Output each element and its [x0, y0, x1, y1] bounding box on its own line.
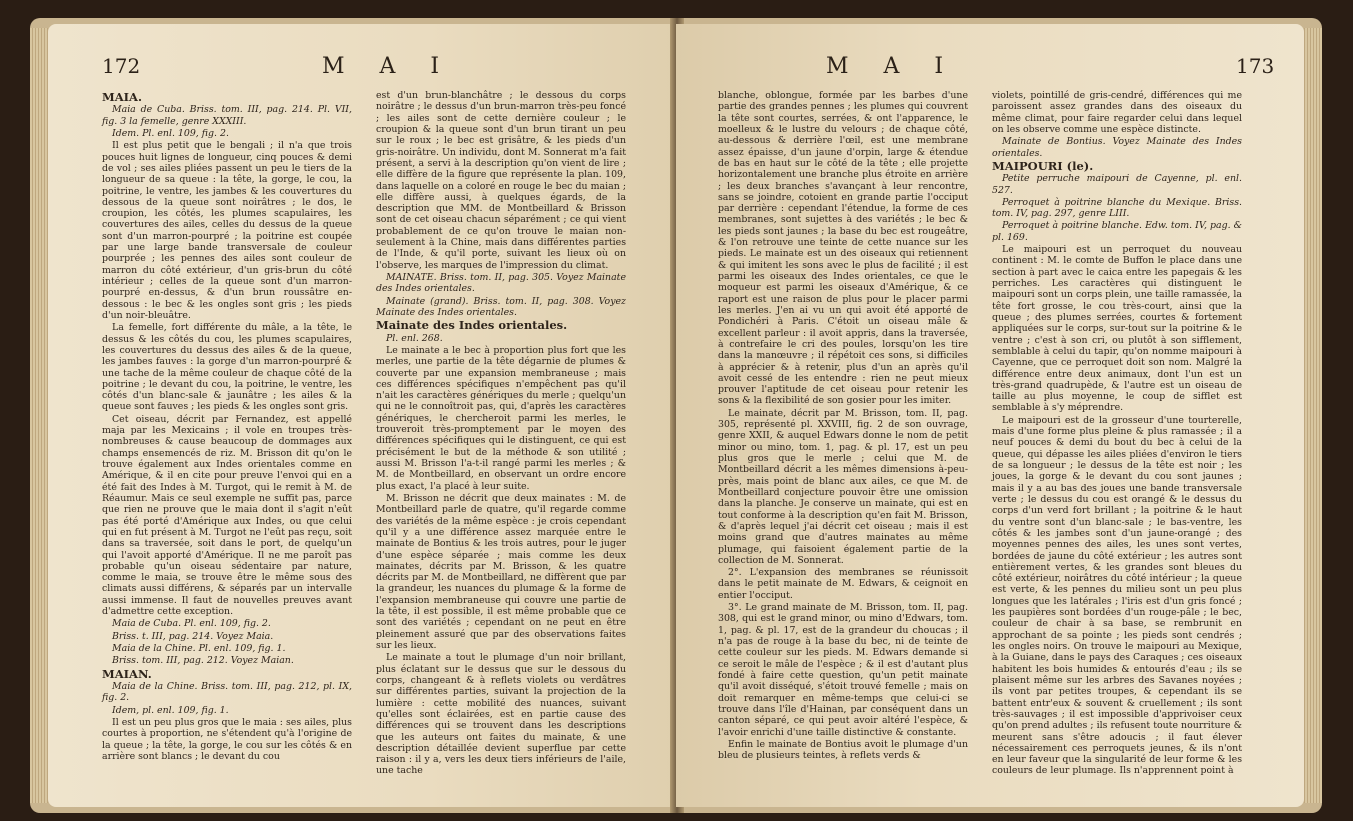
paragraph: Il est un peu plus gros que le maia : ses ailes, plus courtes à proportion, ne s'étendent qu'à l'origine de la queue ; la tête, la gorge, le cou sur les côtés & en arrière sont blancs ; le devant du cou [102, 716, 352, 762]
reference-line: Petite perruche maipouri de Cayenne, pl. enl. 527. [992, 173, 1242, 196]
right-column-2 [992, 90, 1242, 791]
paragraph: Le maipouri est un perroquet du nouveau continent : M. le comte de Buffon le place dans une section à part avec le caica entre les papegais & les perriches. Les caractères qui distinguent le maipouri sont un corps plein, une taille ramassée, la tête fort grosse, le cou très-court, ainsi que la queue ; des plumes serrées, courtes & fortement appliquées sur le corps, sur-tout sur la poitrine & le ventre ; c'est à son cri, ou plutôt à son sifflement, semblable à celui du tapir, qu'on nomme maipouri à Cayenne, que ce perroquet doit son nom. Malgré la différence entre deux animaux, dont l'un est un très-grand quadrupède, & l'autre est un oiseau de taille au plus moyenne, le coup de sifflet est semblable à s'y méprendre. [992, 244, 1242, 414]
reference-line: Briss. tom. III, pag. 212. Voyez Maian. [112, 655, 294, 667]
reference-line: Maia de la Chine. Briss. tom. III, pag. 212, pl. IX, fig. 2. [102, 680, 352, 704]
reference-line: Mainate de Bontius. Voyez Mainate des Indes orientales. [992, 136, 1242, 159]
paragraph: est d'un brun-blanchâtre ; le dessous du corps noirâtre ; le dessus d'un brun-marron très-peu foncé ; les ailes sont de cette dernière couleur ; le croupion & la queue sont d'un brun tirant un peu sur le roux ; le bec est grisâtre, & les pieds d'un gris-noirâtre. Un individu, dont M. Sonnerat m'a fait présent, a servi à la description qu'on vient de lire ; elle diffère de la figure que représente la plan. 109, dans laquelle on a coloré en rouge le bec du maian ; elle diffère aussi, à quelques égards, de la description que MM. de Montbeillard & Brisson sont de cet oiseau chacun séparément ; ce qui vient probablement de ce qu'on trouve le maian non-seulement à la Chine, mais dans différentes parties de l'Inde, & qu'il porte, suivant les lieux où on l'observe, les marques de l'impression du climat. [376, 90, 626, 271]
page-edges-right [1304, 28, 1322, 803]
paragraph: 2°. L'expansion des membranes se réunissoit dans le petit mainate de M. Edwars, & ceignoit en entier l'occiput. [718, 567, 968, 601]
right-column-1 [718, 90, 968, 791]
reference-line: Pl. enl. 268. [386, 332, 443, 344]
paragraph: Cet oiseau, décrit par Fernandez, est appellé maja par les Mexicains ; il vole en troupes très-nombreuses & cause beaucoup de dommages aux champs ensemencés de riz. M. Brisson dit qu'on le trouve également aux Indes orientales comme en Amérique, & il en cite pour preuve l'envoi qui en a été fait des Indes à M. Turgot, qui le remit à M. de Réaumur. Mais ce seul exemple ne suffit pas, parce que rien ne prouve que le maia dont il s'agit n'eût pas été porté d'Amérique aux Indes, ou que celui qui en fut présent à M. Turgot ne l'eût pas reçu, soit dans sa traversée, soit dans le port, de quelqu'un qui l'avoit apporté d'Amérique. Il ne me paroît pas probable qu'un oiseau sédentaire par nature, comme le maia, se trouve être le même sous des climats aussi différens, & séparés par un intervalle aussi immense. Il faut de nouvelles preuves avant d'admettre cette exception. [102, 413, 352, 618]
left-page-number: 172 [102, 54, 141, 78]
right-header [716, 54, 1276, 84]
left-column-1 [102, 90, 352, 791]
reference-line: Maia de Cuba. Pl. enl. 109, fig. 2. [112, 618, 271, 630]
paragraph: blanche, oblongue, formée par les barbes d'une partie des grandes pennes ; les plumes qui couvrent la tête sont courtes, serrées, & ont l'apparence, le moelleux & le lustre du velours ; de chaque côté, au-dessous & derrière l'œil, est une membrane assez épaisse, d'un jaune d'orpin, large & étendue de bas en haut sur le côté de la tête ; elle projette horizontalement une branche plus étroite en arrière ; les deux branches s'avançant à leur rencontre, sans se joindre, cotoient en grande partie l'occiput par derrière : cependant l'étendue, la forme de ces membranes, sont sujettes à des variétés ; le bec & les pieds sont jaunes ; la base du bec est rougeâtre, & l'on retrouve une teinte de cette nuance sur les pieds. Le mainate est un des oiseaux qui retiennent & qui imitent les sons avec le plus de facilité ; il est parmi les oiseaux des Indes orientales, ce que le moqueur est parmi les oiseaux d'Amérique, & ce raport est une raison de plus pour le placer parmi les merles. J'en ai vu un qui avoit été apporté de Pondichéri à Paris. C'étoit un oiseau mâle & excellent parleur : il avoit appris, dans la traversée, à contrefaire le cri des poules, lorsqu'on les tire dans la manœuvre ; il répétoit ces sons, si difficiles à apprécier & à retenir, plus d'un an après qu'il avoit cessé de les entendre : rien ne peut mieux prouver l'aptitude de cet oiseau pour retenir les sons & la flexibilité de son gosier pour les imiter. [718, 90, 968, 407]
paragraph: Le mainate, décrit par M. Brisson, tom. II, pag. 305, représenté pl. XXVIII, fig. 2 de son ouvrage, genre XXII, & auquel Edwars donne le nom de petit minor ou mino, tom. 1, pag. & pl. 17, est un peu plus gros que le merle ; celui que M. de Montbeillard décrit a les mêmes dimensions à-peu-près, mais point de blanc aux ailes, ce que M. de Montbeillard conjecture pouvoir être une omission dans la planche. Je conserve un mainate, qui est en tout conforme à la description qu'en fait M. Brisson, & d'après lequel j'ai décrit cet oiseau ; mais il est moins grand que d'autres mainates au même plumage, qui faisoient également partie de la collection de M. Sonnerat. [718, 407, 968, 566]
left-column-2 [376, 90, 626, 791]
right-page-number: 173 [1236, 54, 1275, 78]
paragraph: La femelle, fort différente du mâle, a la tête, le dessus & les côtés du cou, les plumes scapulaires, les couvertures du dessus des ailes & de la queue, les jambes fauves : la gorge d'un marron-pourpré & une tache de la même couleur de chaque côté de la poitrine ; le devant du cou, la poitrine, le ventre, les côtés d'un blanc-sale & jaunâtre ; les ailes & la queue sont fauves ; les pieds & les ongles sont gris. [102, 322, 352, 413]
reference-line: Maia de la Chine. Pl. enl. 109, fig. 1. [112, 643, 286, 654]
reference-line: Mainate (grand). Briss. tom. II, pag. 308. Voyez Mainate des Indes orientales. [376, 295, 626, 318]
entry-heading: Mainate des Indes orientales. [376, 318, 568, 333]
reference-line: Perroquet à poitrine blanche. Edw. tom. IV, pag. & pl. 169. [992, 220, 1242, 243]
paragraph: 3°. Le grand mainate de M. Brisson, tom. II, pag. 308, qui est le grand minor, ou mino d'Edwars, tom. 1, pag. & pl. 17, est de la grandeur du choucas ; il n'a pas de rouge à la base du bec, ni de teinte de cette couleur sur les pieds. M. Edwars demande si ce seroit le mâle de l'espèce ; & il est d'autant plus fondé à faire cette question, qu'un petit mainate qu'il avoit disséqué, s'étoit trouvé femelle ; mais on doit remarquer en même-temps que celui-ci se trouve dans l'île d'Hainan, par conséquent dans un canton séparé, ce qui peut avoir altéré l'espèce, & l'avoir enrichi d'une taille distinctive & constante. [718, 602, 968, 738]
paragraph: Le mainate a tout le plumage d'un noir brillant, plus éclatant sur le dessus que sur le dessous du corps, changeant & à reflets violets ou verdâtres sur différentes parties, suivant la projection de la lumière : cette mobilité des nuances, suivant qu'elles sont éclairées, est en partie cause des différences qui se trouvent dans les descriptions que les auteurs ont faites du mainate, & une description détaillée devient superflue par cette raison : il y a, vers les deux tiers inférieurs de l'aile, une tache [376, 652, 626, 777]
entry-heading: MAIAN. [102, 666, 152, 681]
left-page [48, 24, 676, 807]
right-running-head: M A I [826, 54, 958, 79]
reference-line: MAINATE. Briss. tom. II, pag. 305. Voyez Mainate des Indes orientales. [376, 272, 626, 295]
paragraph: Enfin le mainate de Bontius avoit le plumage d'un bleu de plusieurs teintes, à reflets verds & [718, 738, 968, 762]
reference-line: Idem. Pl. enl. 109, fig. 2. [112, 127, 229, 139]
paragraph: M. Brisson ne décrit que deux mainates : M. de Montbeillard parle de quatre, qu'il regarde comme des variétés de la même espèce : je crois cependant qu'il y a une différence assez marquée entre le mainate de Bontius & les trois autres, pour le juger d'une espèce séparée ; mais comme les deux mainates, décrits par M. Brisson, & les quatre décrits par M. de Montbeillard, ne diffèrent que par la grandeur, les nuances du plumage & la forme de l'expansion membraneuse qui couvre une partie de la tête, il est possible, il est même probable que ce sont des variétés ; cependant on ne peut en être pleinement assuré que par des observations faites sur les lieux. [376, 492, 626, 651]
reference-line: Briss. t. III, pag. 214. Voyez Maia. [112, 630, 274, 642]
reference-line: Idem, pl. enl. 109, fig. 1. [112, 704, 229, 716]
open-book [30, 18, 1322, 813]
entry-heading: MAIA. [102, 90, 142, 104]
left-running-head: M A I [322, 54, 454, 79]
paragraph: Il est plus petit que le bengali ; il n'a que trois pouces huit lignes de longueur, cinq pouces & demi de vol ; ses ailes pliées passent un peu le tiers de la longueur de sa queue : la tête, la gorge, le cou, la poitrine, le ventre, les jambes & les couvertures du dessous de la queue sont noirâtres ; le dos, le croupion, les côtés, les plumes scapulaires, les couvertures des ailes, celles du dessus de la queue sont d'un marron-pourpré ; la poitrine est coupée par une large bande transversale de couleur pourprée ; les pennes des ailes sont couleur de marron du côté extérieur, d'un gris-brun du côté intérieur ; celles de la queue sont d'un marron-pourpré en-dessus, & d'un brun roussâtre en-dessous : le bec & les ongles sont gris ; les pieds d'un noir-bleuâtre. [102, 140, 352, 321]
reference-line: Maia de Cuba. Briss. tom. III, pag. 214. Pl. VII, fig. 3 la femelle, genre XXXIII. [102, 104, 352, 127]
right-page [676, 24, 1304, 807]
paragraph: Le maipouri est de la grosseur d'une tourterelle, mais d'une forme plus pleine & plus ramassée ; il a neuf pouces & demi du bout du bec à celui de la queue, qui dépasse les ailes pliées d'environ le tiers de sa longueur ; le dessus de la tête est noir ; les joues, la gorge & le devant du cou sont jaunes ; mais il y a au bas des joues une bande transversale verte ; le dessus du cou est orangé & le dessus du corps d'un verd fort brillant ; la poitrine & le haut du ventre sont d'un blanc-sale ; le bas-ventre, les côtés & les jambes sont d'un jaune-orangé ; des moyennes pennes des ailes, les unes sont vertes, bordées de jaune du côté extérieur ; les autres sont entièrement vertes, & les grandes sont bleues du côté extérieur, noirâtres du côté intérieur ; la queue est verte, & les pennes du milieu sont un peu plus longues que les latérales ; l'iris est d'un gris foncé ; les paupières sont bordées d'un rouge-pâle ; le bec, couleur de chair à sa base, se rembrunit en approchant de sa pointe ; les pieds sont cendrés ; les ongles noirs. On trouve le maipouri au Mexique, à la Guiane, dans le pays des Caraques ; ces oiseaux habitent les bois humides & entourés d'eau ; ils se plaisent même sur les arbres des Savanes noyées ; ils vont par petites troupes, & cependant ils se battent entr'eux & souvent & cruellement ; ils sont très-sauvages ; il est impossible d'apprivoiser ceux qu'on prend adultes ; ils refusent toute nourriture & meurent sans s'être adoucis ; il faut élever nécessairement ces perroquets jeunes, & ils n'ont en leur faveur que la singularité de leur forme & les couleurs de leur plumage. Ils n'apprennent point à [992, 414, 1242, 777]
paragraph: violets, pointillé de gris-cendré, différences qui me paroissent assez grandes dans des oiseaux du même climat, pour faire regarder celui dans lequel on les observe comme une espèce distincte. [992, 90, 1242, 135]
reference-line: Perroquet à poitrine blanche du Mexique. Briss. tom. IV, pag. 297, genre LIII. [992, 196, 1242, 220]
left-header [102, 54, 642, 84]
paragraph: Le mainate a le bec à proportion plus fort que les merles, une partie de la tête dégarnie de plumes & couverte par une expansion membraneuse ; mais ces différences spécifiques n'empêchent pas qu'il n'ait les caractères génériques du merle ; quelqu'un qui ne le connoîtroit pas, qui, d'après les caractères génériques, le chercheroit parmi les merles, le trouveroit très-promptement par le moyen des différences spécifiques qui le distinguent, ce qui est précisément le but de la méthode & son utilité ; aussi M. Brisson l'a-t-il rangé parmi les merles ; & M. de Montbeillard, en observant un ordre encore plus exact, l'a placé à leur suite. [376, 344, 626, 492]
entry-heading: MAIPOURI (le). [992, 158, 1094, 173]
page-edges-left [30, 28, 48, 803]
